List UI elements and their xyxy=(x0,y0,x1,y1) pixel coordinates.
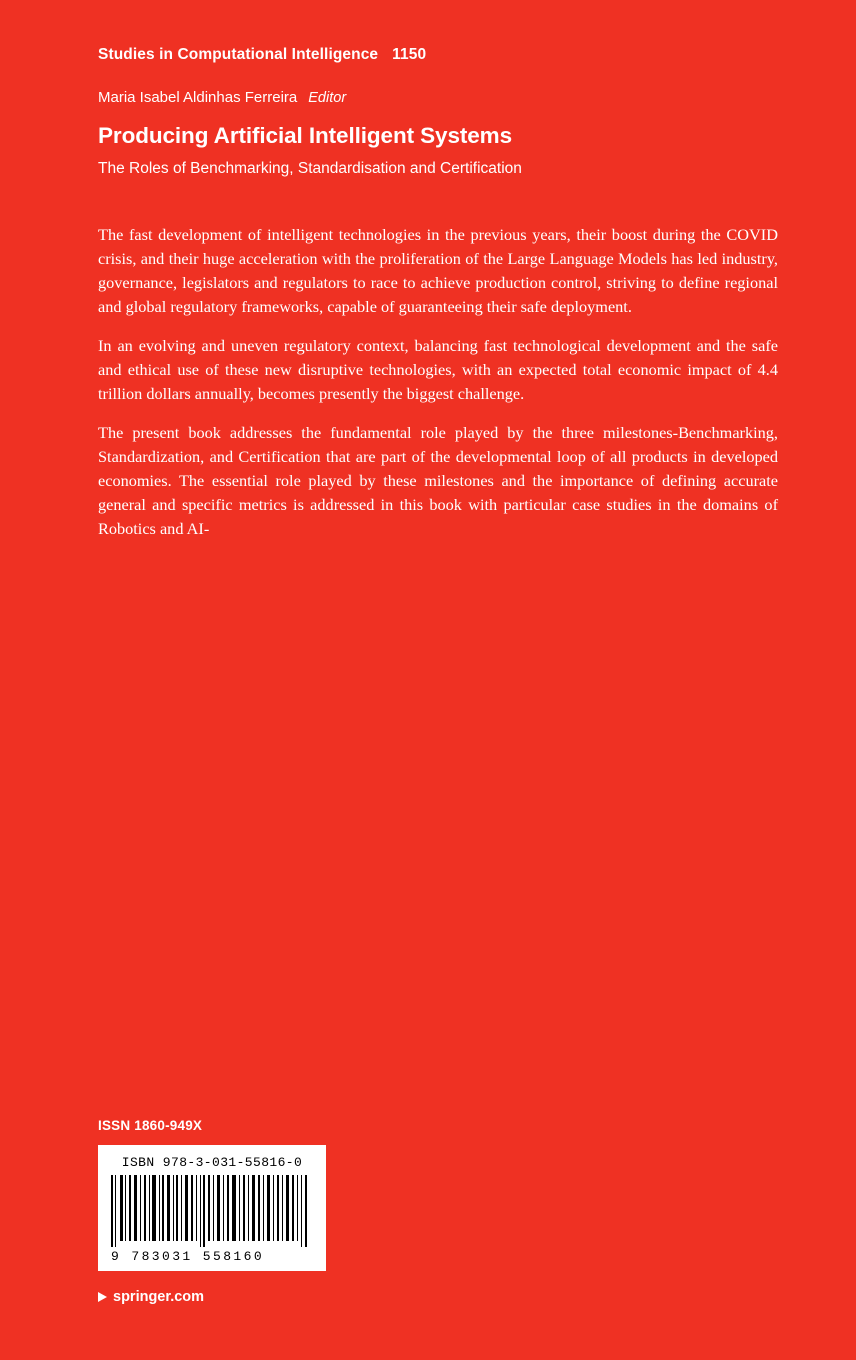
editor-role: Editor xyxy=(308,90,347,106)
editor-name: Maria Isabel Aldinhas Ferreira xyxy=(98,89,298,106)
page-title: Producing Artificial Intelligent Systems xyxy=(98,123,512,148)
blurb-paragraph: In an evolving and uneven regulatory context, balancing fast technological development and the safe and ethical use of these new disruptive technologies, with an expected total economic impact of 4.4 trillion dollars annually, becomes presently the biggest challenge. xyxy=(98,336,778,404)
blurb-paragraph: The fast development of intelligent technologies in the previous years, their boost during the COVID crisis, and their huge acceleration with the proliferation of the Large Language Models has led industry, governance, legislators and regulators to race to achieve production control, striving to define regional and global regulatory frameworks, capable of guaranteeing their safe deployment. xyxy=(98,225,778,317)
isbn-text: ISBN 978-3-031-55816-0 xyxy=(121,1155,303,1170)
publisher-link[interactable] xyxy=(98,1289,778,1305)
blurb-text xyxy=(98,223,778,540)
barcode-digits: 9 783031 558160 xyxy=(111,1249,265,1264)
publisher-label: springer.com xyxy=(113,1289,205,1305)
cover-footer xyxy=(98,1118,778,1305)
series-line xyxy=(98,46,778,64)
editor-line xyxy=(98,89,778,106)
blurb-paragraph: The present book addresses the fundamental role played by the three milestones-Benchmarking, Standardization, and Certification that are part of the developmental loop of all products in developed economies. The essential role played by these milestones and the importance of defining accurate general and specific metrics is addressed in this book with particular case studies in the domains of Robotics and AI- xyxy=(98,423,778,538)
issn-text: ISSN 1860-949X xyxy=(98,1118,203,1133)
cover-content xyxy=(98,0,778,541)
play-triangle-icon xyxy=(98,1292,107,1302)
series-number: 1150 xyxy=(392,46,427,63)
series-name: Studies in Computational Intelligence xyxy=(98,46,379,63)
barcode xyxy=(98,1145,326,1271)
page-subtitle: The Roles of Benchmarking, Standardisation and Certification xyxy=(98,159,522,177)
barcode-bars-icon xyxy=(109,1175,315,1247)
